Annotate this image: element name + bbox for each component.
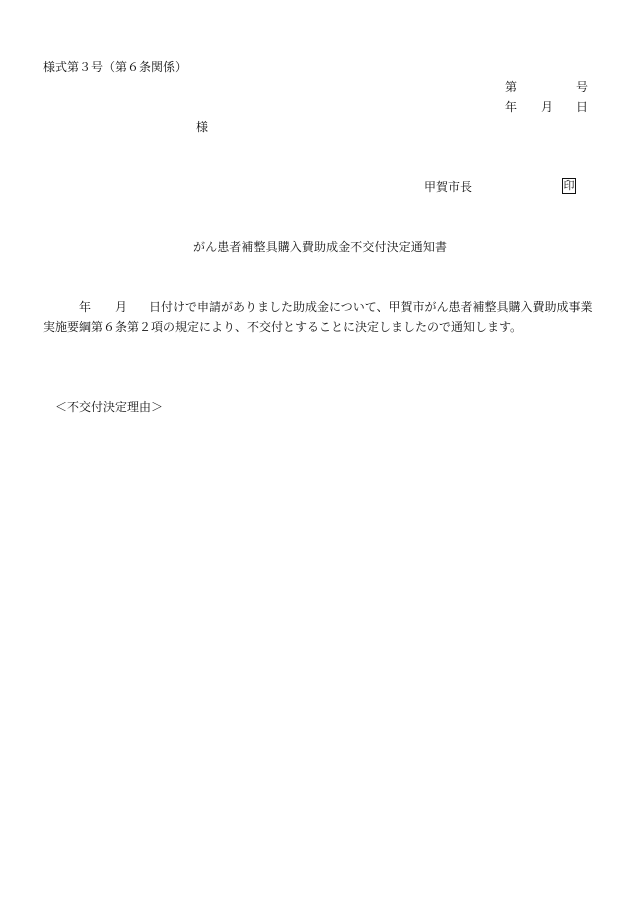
date-month-label: 月 [541,100,554,114]
document-number-prefix: 第 [505,80,518,94]
form-number: 様式第３号（第６条関係） [43,60,188,74]
body-line-1-text: 日付けで申請がありました助成金について、甲賀市がん患者補整具購入費助成事業 [149,300,593,314]
seal-mark: 印 [563,179,575,192]
date-day-label: 日 [576,100,589,114]
body-year-label: 年 [79,300,92,314]
body-month-label: 月 [115,300,128,314]
document-title: がん患者補整具購入費助成金不交付決定通知書 [193,240,448,254]
document-number-suffix: 号 [576,80,589,94]
body-line-2: 実施要綱第６条第２項の規定により、不交付とすることに決定しましたので通知します。 [43,320,523,334]
addressee-honorific: 様 [196,120,209,134]
date-year-label: 年 [505,100,518,114]
issuer-name: 甲賀市長 [424,180,473,194]
reason-heading: ＜不交付決定理由＞ [55,400,164,414]
